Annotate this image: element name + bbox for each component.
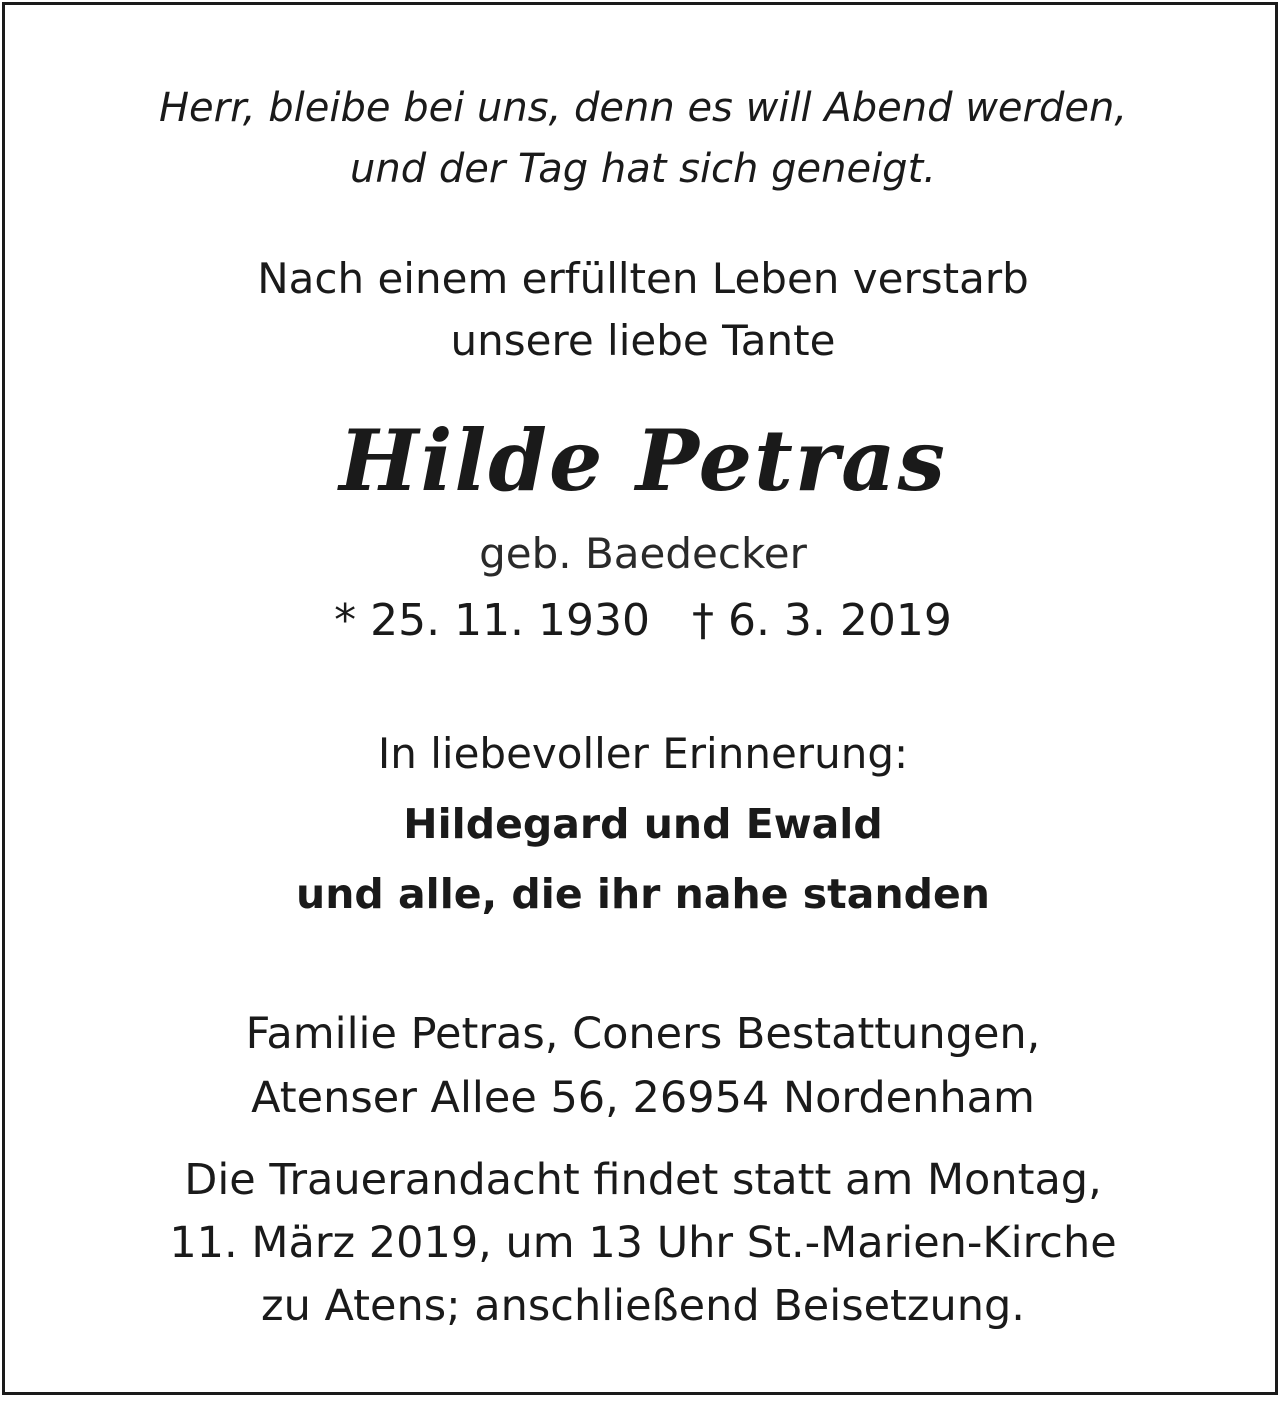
life-dates: * 25. 11. 1930 † 6. 3. 2019 bbox=[334, 595, 952, 646]
service-line-2: 11. März 2019, um 13 Uhr St.-Marien-Kirche bbox=[169, 1218, 1117, 1268]
contact-line-2: Atenser Allee 56, 26954 Nordenham bbox=[251, 1073, 1035, 1123]
intro-line-1: Nach einem erfüllten Leben verstarb bbox=[257, 254, 1029, 303]
obituary-notice bbox=[2, 2, 1278, 1395]
service-line-1: Die Trauerandacht findet statt am Montag, bbox=[184, 1155, 1102, 1205]
mourners-line-2: und alle, die ihr nahe standen bbox=[296, 870, 990, 918]
maiden-name: geb. Baedecker bbox=[479, 529, 807, 578]
memory-heading: In liebevoller Erinnerung: bbox=[377, 729, 909, 778]
mourners-line-1: Hildegard und Ewald bbox=[403, 800, 883, 848]
bible-verse-line-1: Herr, bleibe bei uns, denn es will Abend werden, bbox=[158, 85, 1128, 131]
service-line-3: zu Atens; anschließend Beisetzung. bbox=[261, 1281, 1025, 1331]
bible-verse-line-2: und der Tag hat sich geneigt. bbox=[350, 146, 936, 192]
contact-line-1: Familie Petras, Coners Bestattungen, bbox=[245, 1009, 1041, 1059]
intro-line-2: unsere liebe Tante bbox=[450, 316, 836, 365]
deceased-name: Hilde Petras bbox=[339, 411, 947, 510]
